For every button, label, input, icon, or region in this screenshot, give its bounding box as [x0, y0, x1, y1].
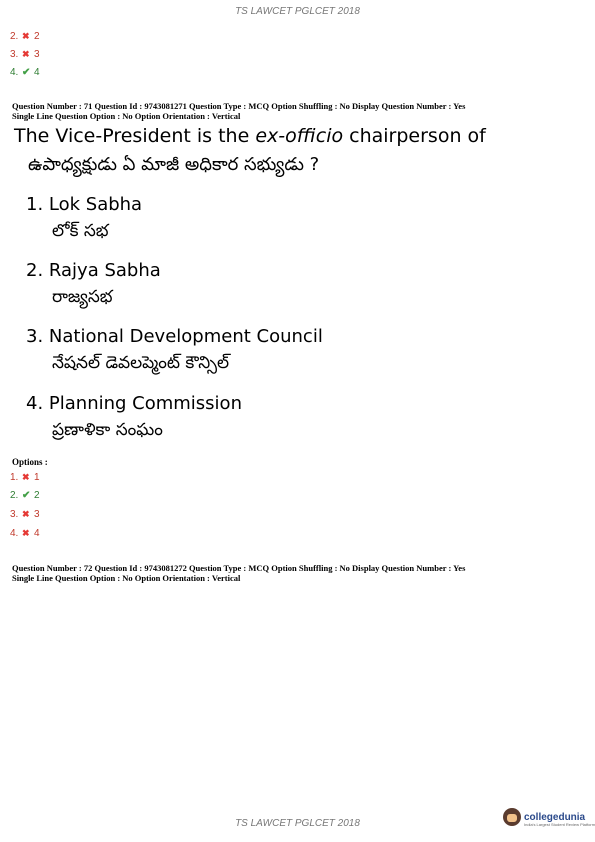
question-71-meta: Question Number : 71 Question Id : 9743081271 Question Type : MCQ Option Shuffling : No Display Question Number : Yes Single Line Question Option : No Option Orientation : Vertical: [12, 101, 466, 121]
option-4: 4. ✖ 4: [10, 528, 40, 539]
choice-1-en: 1. Lok Sabha: [26, 194, 143, 215]
choice-2-te: రాజ్యసభ: [52, 287, 113, 307]
choice-3-en: 3. National Development Council: [26, 326, 323, 347]
option-1: 1. ✖ 1: [10, 472, 40, 483]
page-footer: TS LAWCET PGLCET 2018: [235, 818, 360, 829]
cross-icon: ✖: [22, 49, 30, 59]
option-2: 2. ✔ 2: [10, 490, 40, 501]
cross-icon: ✖: [22, 31, 30, 41]
prev-option-4: 4. ✔ 4: [10, 67, 40, 78]
collegedunia-logo: collegedunia India's Largest Student Review Platform: [503, 808, 585, 826]
options-label: Options :: [12, 457, 48, 467]
choice-3-te: నేషనల్ డెవలప్మెంట్ కౌన్సిల్: [52, 353, 230, 373]
prev-option-2: 2. ✖ 2: [10, 31, 40, 42]
option-3: 3. ✖ 3: [10, 509, 40, 520]
choice-2-en: 2. Rajya Sabha: [26, 260, 161, 281]
question-text-en: The Vice-President is the ex-officio chairperson of: [14, 125, 486, 147]
choice-1-te: లోక్ సభ: [52, 221, 109, 241]
cross-icon: ✖: [22, 509, 30, 519]
check-icon: ✔: [22, 490, 31, 501]
cross-icon: ✖: [22, 472, 30, 482]
check-icon: ✔: [22, 67, 31, 78]
cross-icon: ✖: [22, 528, 30, 538]
mascot-icon: [503, 808, 521, 826]
question-text-te: ఉపాధ్యక్షుడు ఏ మాజీ అధికార సభ్యుడు ?: [28, 154, 320, 175]
choice-4-en: 4. Planning Commission: [26, 393, 242, 414]
choice-4-te: ప్రణాళికా సంఘం: [52, 420, 163, 440]
question-72-meta: Question Number : 72 Question Id : 9743081272 Question Type : MCQ Option Shuffling : No Display Question Number : Yes Single Line Question Option : No Option Orientation : Vertical: [12, 563, 466, 583]
prev-option-3: 3. ✖ 3: [10, 49, 40, 60]
page-header: TS LAWCET PGLCET 2018: [235, 6, 360, 17]
